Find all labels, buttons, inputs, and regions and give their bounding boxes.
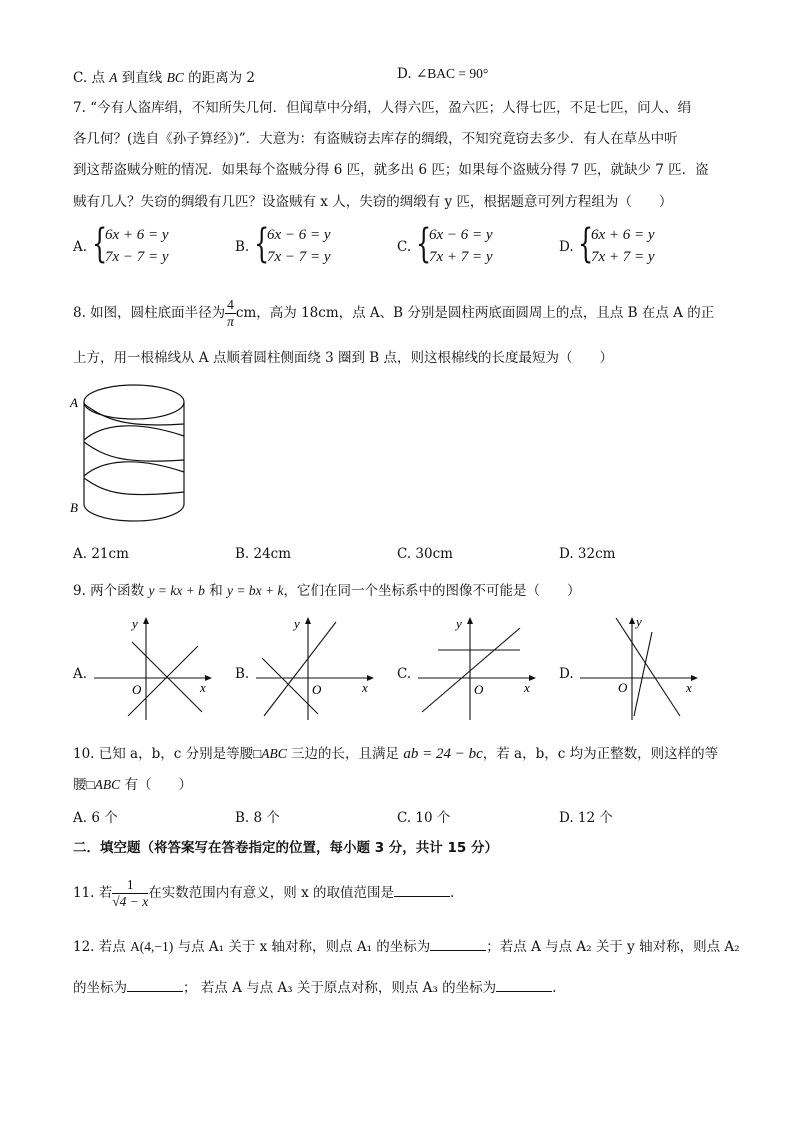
q11-frac-num: 1 xyxy=(112,877,148,894)
q9-option-d-label: D. xyxy=(559,666,574,682)
q12-line1 xyxy=(73,936,740,957)
q8-option-b: B. 24cm xyxy=(235,546,292,562)
y-arrow-icon xyxy=(143,617,149,624)
q10-line1 xyxy=(73,744,718,764)
q8-option-c: C. 30cm xyxy=(397,546,453,562)
q7-line1: 7. “今有人盗库绢，不知所失几何．但闻草中分绢，人得六匹，盈六匹；人得七匹，不足七匹，问人、绢 xyxy=(73,100,692,116)
q8-line2: 上方，用一根棉线从 A 点顺着圆柱侧面绕 3 圈到 B 点，则这根棉线的长度最短为（ ） xyxy=(73,350,614,366)
q9-line xyxy=(73,581,580,601)
q10-option-a: A. 6 个 xyxy=(73,810,118,826)
q8-option-a: A. 21cm xyxy=(73,546,129,562)
q12-point-a: A(4,−1) xyxy=(130,939,174,954)
origin-label: O xyxy=(132,682,142,697)
q10-text-a: 10. 已知 a，b，c 分别是等腰 xyxy=(73,746,254,762)
q11-text-a: 11. 若 xyxy=(73,885,113,901)
q10-equation: ab = 24 − bc xyxy=(403,746,483,762)
q6-c-text3: 的距离为 2 xyxy=(183,70,256,86)
brace-icon: { xyxy=(92,221,108,267)
x-arrow-icon xyxy=(205,675,212,681)
q7-line2: 各几何？(选自《孙子算经》)”．大意为：有盗贼窃去库存的绸缎，不知究竟窃去多少．有人在草丛中听 xyxy=(73,131,678,147)
q9-graph-c xyxy=(416,612,541,722)
x-arrow-icon xyxy=(367,675,374,681)
q12-answer-blank-2[interactable] xyxy=(127,977,183,992)
q12-text-e: ； 若点 A 与点 A₃ 关于原点对称，则点 A₃ 的坐标为 xyxy=(183,980,497,996)
q10-triangle: □ABC xyxy=(253,746,287,761)
thread-turn-2 xyxy=(84,442,184,461)
q8-frac-num: 4 xyxy=(227,297,234,312)
x-axis-label: x xyxy=(686,680,692,695)
y-axis-label: y xyxy=(294,616,300,631)
graph-line-1 xyxy=(616,618,680,716)
q9-graph-a xyxy=(92,612,217,722)
q11-fraction xyxy=(112,877,148,910)
q9-graph-d xyxy=(578,612,703,722)
q7-line3: 到这帮盗贼分赃的情况．如果每个盗贼分得 6 匹，就多出 6 匹；如果每个盗贼分得 7 匹，就缺少 7 匹．盗 xyxy=(73,162,709,178)
q11-frac-den: √4 − x xyxy=(112,894,149,909)
q9-option-c-label: C. xyxy=(397,666,412,682)
q11-line xyxy=(73,872,454,914)
x-axis-label: x xyxy=(362,680,368,695)
q6-option-d xyxy=(397,66,488,82)
q9-text-a: 9. 两个函数 xyxy=(73,583,149,599)
q6-d-text: ∠BAC = 90° xyxy=(415,66,489,81)
y-axis-label: y xyxy=(132,616,138,631)
x-arrow-icon xyxy=(529,675,536,681)
cylinder-figure xyxy=(66,380,196,530)
q9-text-c: ，它们在同一个坐标系中的图像不可能是（ ） xyxy=(283,583,581,599)
q7-c-eq2: 7x + 7 = y xyxy=(429,249,493,265)
q12-answer-blank-1[interactable] xyxy=(430,936,486,951)
q11-text-c: . xyxy=(449,885,455,901)
q10-option-b: B. 8 个 xyxy=(235,810,280,826)
y-arrow-icon xyxy=(629,617,635,624)
q8-fraction xyxy=(225,297,236,330)
brace-icon: { xyxy=(578,221,594,267)
q8-frac-den: π xyxy=(227,314,234,329)
q8-line1 xyxy=(73,294,714,332)
q10-text-c: ，若 a，b，c 均为正整数，则这样的等 xyxy=(482,746,719,762)
q9-option-b-label: B. xyxy=(235,666,250,682)
q6-c-point: A xyxy=(109,70,118,85)
q12-text-c: ；若点 A 与点 A₂ 关于 y 轴对称，则点 A₂ xyxy=(486,939,740,955)
q12-line2 xyxy=(73,977,556,998)
q12-text-f: . xyxy=(552,980,557,996)
x-arrow-icon xyxy=(691,675,698,681)
q7-option-d-label: D. xyxy=(559,239,574,255)
q10-text-b: 三边的长，且满足 xyxy=(286,746,404,762)
q10-text-d: 腰 xyxy=(73,777,87,793)
q7-a-eq2: 7x − 7 = y xyxy=(105,249,169,265)
q10-triangle-2: □ABC xyxy=(86,777,121,792)
x-axis-label: x xyxy=(200,680,206,695)
q6-option-c xyxy=(73,66,255,86)
thread-turn-3 xyxy=(84,478,184,495)
graph-line-1 xyxy=(422,628,520,712)
q7-d-eq1: 6x + 6 = y xyxy=(591,227,655,243)
x-axis-label: x xyxy=(524,680,530,695)
q7-option-b-label: B. xyxy=(235,239,250,255)
q12-text-b: 与点 A₁ 关于 x 轴对称，则点 A₁ 的坐标为 xyxy=(173,939,431,955)
q7-b-eq2: 7x − 7 = y xyxy=(267,249,331,265)
q7-b-eq1: 6x − 6 = y xyxy=(267,227,331,243)
origin-label: O xyxy=(312,682,322,697)
graph-line-2 xyxy=(634,632,652,716)
thread-back-2 xyxy=(84,462,184,476)
q12-text-a: 12. 若点 xyxy=(73,939,131,955)
q7-c-eq1: 6x − 6 = y xyxy=(429,227,493,243)
q10-option-d: D. 12 个 xyxy=(559,810,613,826)
q6-c-text: 点 xyxy=(91,70,110,86)
q11-text-b: 在实数范围内有意义，则 x 的取值范围是 xyxy=(148,885,394,901)
q10-line2 xyxy=(73,775,192,795)
origin-label: O xyxy=(474,682,484,697)
graph-line-1 xyxy=(128,646,198,716)
point-a-label: A xyxy=(70,395,78,410)
thread-back-1 xyxy=(84,426,184,440)
brace-icon: { xyxy=(254,221,270,267)
q7-d-eq2: 7x + 7 = y xyxy=(591,249,655,265)
q7-option-c-label: C. xyxy=(397,239,412,255)
q9-function-1: y = kx + b xyxy=(148,583,205,598)
q6-c-line: BC xyxy=(166,70,184,85)
q6-c-text2: 到直线 xyxy=(117,70,167,86)
origin-label: O xyxy=(618,680,628,695)
q9-option-a-label: A. xyxy=(73,666,88,682)
point-b-label: B xyxy=(70,500,78,515)
q7-a-eq1: 6x + 6 = y xyxy=(105,227,169,243)
q9-text-b: 和 xyxy=(204,583,228,599)
q8-option-d: D. 32cm xyxy=(559,546,616,562)
q6-option-d-label: D. xyxy=(397,66,416,82)
q9-function-2: y = bx + k xyxy=(227,583,284,598)
y-arrow-icon xyxy=(305,617,311,624)
q10-option-c: C. 10 个 xyxy=(397,810,451,826)
q9-graph-b xyxy=(254,612,379,722)
brace-icon: { xyxy=(416,221,432,267)
graph-line-1 xyxy=(264,622,336,716)
graph-line-2 xyxy=(262,658,318,714)
y-axis-label: y xyxy=(636,614,642,629)
q7-line4: 贼有几人？失窃的绸缎有几匹？设盗贼有 x 人，失窃的绸缎有 y 匹，根据题意可列方程组为（ ） xyxy=(73,194,673,210)
y-arrow-icon xyxy=(467,617,473,624)
cylinder-bottom xyxy=(84,504,184,521)
q11-answer-blank[interactable] xyxy=(394,882,450,897)
q7-option-a-label: A. xyxy=(73,239,88,255)
q6-option-c-label: C. xyxy=(73,70,92,86)
q10-text-e: 有（ ） xyxy=(120,777,192,793)
section-2-title: 二．填空题（将答案写在答卷指定的位置，每小题 3 分，共计 15 分） xyxy=(73,840,498,856)
q12-answer-blank-3[interactable] xyxy=(496,977,552,992)
q12-text-d: 的坐标为 xyxy=(73,980,127,996)
q8-text-b: cm，高为 18cm，点 A、B 分别是圆柱两底面圆周上的点，且点 B 在点 A 的正 xyxy=(235,305,715,321)
q8-text-a: 8. 如图，圆柱底面半径为 xyxy=(73,305,226,321)
y-axis-label: y xyxy=(456,616,462,631)
